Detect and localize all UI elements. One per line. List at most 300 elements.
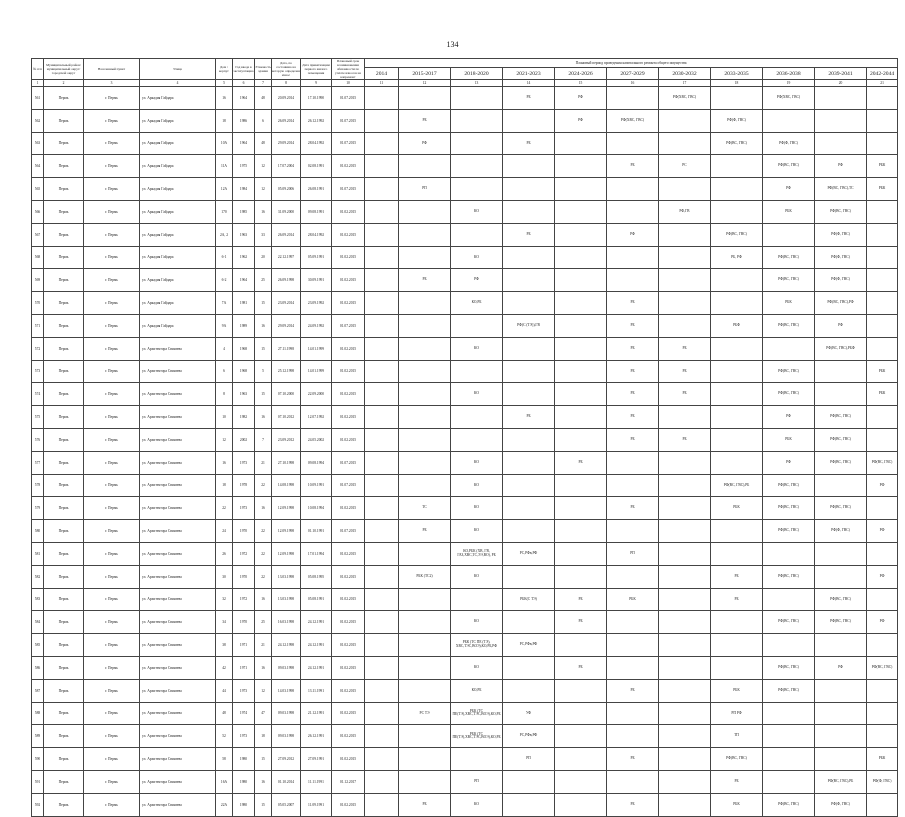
cell-period-work xyxy=(503,155,555,178)
cell-wear-date: 14.08.1998 xyxy=(272,474,301,497)
cell-house: 26 xyxy=(216,542,233,565)
cell-period-work: РФ xyxy=(555,87,607,110)
cell-privatization-date: 11.11.1991 xyxy=(301,770,332,793)
cell-period-work xyxy=(711,200,763,223)
cell-period-work: РБ xyxy=(503,87,555,110)
cell-period-work xyxy=(451,588,503,611)
cell-period-work: КО xyxy=(451,497,503,520)
cell-index: 561 xyxy=(32,87,44,110)
cell-period-work xyxy=(365,588,399,611)
cell-period-work xyxy=(711,451,763,474)
cell-period-work: РП xyxy=(607,542,659,565)
column-number: 13 xyxy=(451,80,503,87)
cell-period-work: РФ(ВС, ГВС),РБ xyxy=(711,474,763,497)
cell-period-work: РФ(ВС, ГВС) xyxy=(763,656,815,679)
cell-period-work: КО xyxy=(451,565,503,588)
cell-index: 582 xyxy=(32,565,44,588)
cell-period-work xyxy=(711,611,763,634)
cell-period-work xyxy=(659,656,711,679)
cell-year-built: 1980 xyxy=(233,748,255,771)
cell-period-work xyxy=(659,588,711,611)
cell-street: ул. Архитектора Свиязева xyxy=(140,770,216,793)
cell-period-work xyxy=(503,520,555,543)
cell-municipality: Пермь xyxy=(44,223,84,246)
cell-period-work xyxy=(711,292,763,315)
column-number: 2 xyxy=(44,80,84,87)
cell-floors: 15 xyxy=(255,748,272,771)
cell-planned-term: 01.02.2015 xyxy=(332,634,365,657)
cell-period-work: РФ(ВС, ГВС) xyxy=(763,520,815,543)
cell-house: 6 xyxy=(216,360,233,383)
cell-index: 568 xyxy=(32,246,44,269)
cell-planned-term: 01.02.2015 xyxy=(332,725,365,748)
cell-period-work: РФ(ВС, ГВС) xyxy=(815,451,867,474)
cell-period-work xyxy=(659,611,711,634)
cell-period-work: КО xyxy=(451,793,503,816)
cell-period-work: РБ xyxy=(607,314,659,337)
table-row xyxy=(32,406,898,429)
cell-index: 578 xyxy=(32,474,44,497)
cell-period-work xyxy=(659,269,711,292)
cell-privatization-date: 28.04.1992 xyxy=(301,132,332,155)
cell-municipality: Пермь xyxy=(44,702,84,725)
column-number: 5 xyxy=(216,80,233,87)
cell-period-work: РС,РФв,РФ xyxy=(503,725,555,748)
cell-period-work xyxy=(659,132,711,155)
cell-period-work xyxy=(659,223,711,246)
cell-floors: 16 xyxy=(255,588,272,611)
cell-period-work xyxy=(659,109,711,132)
cell-house: 10А xyxy=(216,132,233,155)
cell-period-work: РБ xyxy=(607,679,659,702)
cell-municipality: Пермь xyxy=(44,246,84,269)
cell-period-work xyxy=(365,383,399,406)
capital-repair-table xyxy=(31,58,898,817)
cell-period-work xyxy=(763,725,815,748)
cell-period-work xyxy=(399,770,451,793)
header-settlement: Населенный пункт xyxy=(84,59,140,80)
cell-period-work xyxy=(867,679,898,702)
cell-period-work: РФ(ВС, ГВС) xyxy=(763,269,815,292)
cell-period-work: РФ xyxy=(867,520,898,543)
cell-period-work: РФ xyxy=(867,565,898,588)
cell-period-work: РБ xyxy=(555,656,607,679)
cell-house: 18 xyxy=(216,109,233,132)
cell-period-work: РФ(ВС, ГВС) xyxy=(867,451,898,474)
cell-period-work xyxy=(711,634,763,657)
cell-period-work xyxy=(555,223,607,246)
cell-period-work xyxy=(503,565,555,588)
cell-planned-term: 01.07.2015 xyxy=(332,109,365,132)
cell-index: 570 xyxy=(32,292,44,315)
cell-house: 8 xyxy=(216,383,233,406)
cell-period-work xyxy=(399,679,451,702)
cell-period-work: РБК xyxy=(867,383,898,406)
cell-period-work xyxy=(365,109,399,132)
period-header: 2024-2026 xyxy=(555,68,607,80)
cell-period-work: РФ(Ф, ГВС) xyxy=(815,269,867,292)
cell-period-work xyxy=(555,793,607,816)
cell-period-work: РБК xyxy=(763,292,815,315)
cell-wear-date: 12.09.1998 xyxy=(272,497,301,520)
period-header: 2033-2035 xyxy=(711,68,763,80)
cell-street: ул. Архитектора Свиязева xyxy=(140,679,216,702)
cell-period-work: РБ xyxy=(607,360,659,383)
cell-period-work: РФ xyxy=(763,406,815,429)
cell-year-built: 1973 xyxy=(233,451,255,474)
cell-index: 571 xyxy=(32,314,44,337)
cell-wear-date: 23.09.2012 xyxy=(272,428,301,451)
cell-index: 573 xyxy=(32,360,44,383)
cell-period-work: РБК (ТС ПЕ(ТЭ),ХВС,ТЭС,ВОЭ),КО,РБ xyxy=(451,702,503,725)
cell-street: ул. Аркадия Гайдара xyxy=(140,246,216,269)
cell-period-work xyxy=(867,702,898,725)
cell-house: 6-2 xyxy=(216,269,233,292)
cell-wear-date: 22.12.1997 xyxy=(272,246,301,269)
cell-planned-term: 01.07.2015 xyxy=(332,451,365,474)
cell-privatization-date: 17.10.1990 xyxy=(301,87,332,110)
table-row xyxy=(32,793,898,816)
header-municipality: Муниципальный район/муниципальный округ/городской округ xyxy=(44,59,84,80)
table-row xyxy=(32,109,898,132)
cell-municipality: Пермь xyxy=(44,497,84,520)
cell-wear-date: 14.03.1998 xyxy=(272,679,301,702)
cell-period-work: УФ xyxy=(503,702,555,725)
table-row xyxy=(32,360,898,383)
cell-period-work xyxy=(365,542,399,565)
cell-period-work xyxy=(399,656,451,679)
cell-planned-term: 01.02.2015 xyxy=(332,702,365,725)
cell-period-work: РС,РФв,РФ xyxy=(503,542,555,565)
cell-street: ул. Аркадия Гайдара xyxy=(140,178,216,201)
cell-period-work: РБК(С ТЭ) xyxy=(503,588,555,611)
cell-floors: 21 xyxy=(255,634,272,657)
cell-period-work xyxy=(815,109,867,132)
header-street: Улица xyxy=(140,59,216,80)
cell-period-work xyxy=(867,588,898,611)
cell-privatization-date: 21.12.1991 xyxy=(301,702,332,725)
cell-period-work xyxy=(555,702,607,725)
cell-period-work xyxy=(365,520,399,543)
cell-floors: 5 xyxy=(255,360,272,383)
cell-period-work xyxy=(659,406,711,429)
cell-floors: 25 xyxy=(255,269,272,292)
cell-settlement: г. Пермь xyxy=(84,109,140,132)
table-row xyxy=(32,497,898,520)
cell-period-work xyxy=(365,428,399,451)
cell-municipality: Пермь xyxy=(44,542,84,565)
cell-planned-term: 01.02.2015 xyxy=(332,793,365,816)
cell-privatization-date: 24.12.1991 xyxy=(301,634,332,657)
cell-year-built: 1973 xyxy=(233,497,255,520)
cell-period-work: РБ xyxy=(399,520,451,543)
cell-municipality: Пермь xyxy=(44,132,84,155)
cell-floors: 15 xyxy=(255,793,272,816)
cell-settlement: г. Пермь xyxy=(84,155,140,178)
period-header: 2018-2020 xyxy=(451,68,503,80)
cell-period-work: РП xyxy=(451,770,503,793)
cell-municipality: Пермь xyxy=(44,451,84,474)
cell-period-work xyxy=(607,656,659,679)
table-row xyxy=(32,565,898,588)
cell-street: ул. Аркадия Гайдара xyxy=(140,132,216,155)
cell-period-work xyxy=(555,520,607,543)
table-row xyxy=(32,200,898,223)
cell-period-work: РБ xyxy=(607,337,659,360)
cell-municipality: Пермь xyxy=(44,269,84,292)
cell-period-work: РФ(ВС, ГВС) xyxy=(763,611,815,634)
cell-house: 42 xyxy=(216,656,233,679)
cell-period-work xyxy=(607,634,659,657)
cell-period-work: РФ(ХВС, ГВС) xyxy=(659,87,711,110)
cell-floors: 16 xyxy=(255,497,272,520)
cell-wear-date: 25.12.1998 xyxy=(272,360,301,383)
cell-index: 587 xyxy=(32,679,44,702)
cell-period-work: РФ(ВС, ГВС) xyxy=(763,383,815,406)
cell-period-work xyxy=(867,200,898,223)
cell-period-work: РФ(ВС, ГВС) xyxy=(815,611,867,634)
cell-privatization-date: 26.08.1991 xyxy=(301,178,332,201)
cell-period-work xyxy=(399,406,451,429)
cell-period-work: РБ xyxy=(607,497,659,520)
cell-index: 579 xyxy=(32,497,44,520)
cell-period-work xyxy=(607,611,659,634)
cell-municipality: Пермь xyxy=(44,770,84,793)
cell-index: 574 xyxy=(32,383,44,406)
cell-period-work xyxy=(867,246,898,269)
cell-period-work: РБ xyxy=(607,406,659,429)
cell-period-work xyxy=(503,109,555,132)
cell-period-work: РФ(ВС, ГВС) xyxy=(763,360,815,383)
cell-index: 567 xyxy=(32,223,44,246)
cell-period-work: РБ xyxy=(659,360,711,383)
cell-period-work xyxy=(867,793,898,816)
cell-period-work: РФ(ВС, ГВС) xyxy=(763,155,815,178)
cell-period-work xyxy=(763,223,815,246)
cell-period-work: КО xyxy=(451,474,503,497)
cell-period-work: РБК xyxy=(867,360,898,383)
cell-house: 6-1 xyxy=(216,246,233,269)
cell-planned-term: 01.02.2015 xyxy=(332,656,365,679)
cell-floors: 48 xyxy=(255,87,272,110)
cell-period-work: РБК (ТС ПЕ (ТЭ), ХВС,ТЭС,ВОЭ),КО,РБ,РФ xyxy=(451,634,503,657)
cell-index: 586 xyxy=(32,656,44,679)
table-row xyxy=(32,520,898,543)
cell-street: ул. Архитектора Свиязева xyxy=(140,656,216,679)
cell-index: 569 xyxy=(32,269,44,292)
cell-house: 52 xyxy=(216,725,233,748)
cell-street: ул. Архитектора Свиязева xyxy=(140,497,216,520)
cell-year-built: 1968 xyxy=(233,360,255,383)
cell-period-work xyxy=(399,748,451,771)
cell-municipality: Пермь xyxy=(44,200,84,223)
cell-period-work: РБ xyxy=(659,383,711,406)
cell-year-built: 1973 xyxy=(233,725,255,748)
cell-period-work xyxy=(399,292,451,315)
cell-period-work xyxy=(555,314,607,337)
table-row xyxy=(32,383,898,406)
cell-period-work xyxy=(451,109,503,132)
cell-period-work xyxy=(659,748,711,771)
cell-period-work: КО xyxy=(451,611,503,634)
cell-period-work xyxy=(555,634,607,657)
cell-period-work xyxy=(365,702,399,725)
cell-period-work xyxy=(503,451,555,474)
cell-period-work xyxy=(659,314,711,337)
cell-street: ул. Архитектора Свиязева xyxy=(140,634,216,657)
table-row xyxy=(32,725,898,748)
cell-floors: 7 xyxy=(255,428,272,451)
cell-index: 577 xyxy=(32,451,44,474)
cell-period-work: РБ xyxy=(711,565,763,588)
cell-period-work xyxy=(659,542,711,565)
cell-period-work: РБ xyxy=(607,292,659,315)
cell-year-built: 1974 xyxy=(233,702,255,725)
cell-period-work xyxy=(399,246,451,269)
cell-period-work xyxy=(711,542,763,565)
cell-settlement: г. Пермь xyxy=(84,314,140,337)
cell-municipality: Пермь xyxy=(44,793,84,816)
cell-wear-date: 23.09.2014 xyxy=(272,292,301,315)
cell-period-work xyxy=(607,565,659,588)
cell-period-work xyxy=(365,725,399,748)
cell-planned-term: 01.02.2015 xyxy=(332,337,365,360)
cell-wear-date: 12.09.1998 xyxy=(272,520,301,543)
cell-period-work: РФ(ВС, ГВС),РБ xyxy=(815,770,867,793)
cell-year-built: 1980 xyxy=(233,793,255,816)
cell-index: 591 xyxy=(32,770,44,793)
cell-period-work: РБ xyxy=(607,793,659,816)
cell-period-work xyxy=(451,314,503,337)
table-row xyxy=(32,178,898,201)
cell-period-work xyxy=(867,406,898,429)
cell-house: 16 xyxy=(216,87,233,110)
cell-period-work: РФ xyxy=(399,132,451,155)
cell-period-work xyxy=(815,748,867,771)
column-number: 17 xyxy=(659,80,711,87)
cell-floors: 22 xyxy=(255,542,272,565)
cell-period-work xyxy=(815,383,867,406)
cell-period-work xyxy=(365,451,399,474)
header-year-built: Год ввода в эксплуатацию xyxy=(233,59,255,80)
cell-period-work: КО xyxy=(451,200,503,223)
period-header: 2042-2044 xyxy=(867,68,898,80)
cell-period-work xyxy=(555,383,607,406)
cell-planned-term: 01.02.2015 xyxy=(332,588,365,611)
cell-period-work xyxy=(867,223,898,246)
cell-wear-date: 27.10.1998 xyxy=(272,451,301,474)
cell-period-work xyxy=(711,269,763,292)
table-row xyxy=(32,223,898,246)
cell-wear-date: 24.12.1998 xyxy=(272,634,301,657)
column-number: 6 xyxy=(233,80,255,87)
cell-period-work xyxy=(607,451,659,474)
cell-year-built: 1964 xyxy=(233,269,255,292)
cell-period-work xyxy=(867,542,898,565)
cell-index: 581 xyxy=(32,542,44,565)
cell-floors: 25 xyxy=(255,611,272,634)
cell-period-work xyxy=(555,770,607,793)
table-row xyxy=(32,269,898,292)
cell-wear-date: 29.09.2014 xyxy=(272,132,301,155)
cell-wear-date: 27.09.2012 xyxy=(272,748,301,771)
cell-period-work: РФ(ВС, ГВС) xyxy=(815,200,867,223)
cell-period-work xyxy=(555,155,607,178)
cell-period-work xyxy=(815,725,867,748)
cell-period-work: РФ(Ф, ГВС) xyxy=(815,520,867,543)
cell-period-work xyxy=(503,246,555,269)
cell-period-work: РФ(Ф, ГВС) xyxy=(815,793,867,816)
cell-period-work xyxy=(365,200,399,223)
cell-period-work: РФ xyxy=(451,269,503,292)
cell-period-work xyxy=(763,542,815,565)
cell-period-work xyxy=(659,520,711,543)
cell-index: 583 xyxy=(32,588,44,611)
cell-privatization-date: 27.09.1991 xyxy=(301,748,332,771)
cell-house: 30 xyxy=(216,565,233,588)
cell-period-work xyxy=(815,634,867,657)
cell-year-built: 1972 xyxy=(233,588,255,611)
column-number: 20 xyxy=(815,80,867,87)
cell-period-work xyxy=(867,292,898,315)
cell-year-built: 1986 xyxy=(233,109,255,132)
cell-year-built: 1964 xyxy=(233,132,255,155)
table-row xyxy=(32,770,898,793)
cell-period-work: РФ(ВС, ГВС) xyxy=(815,588,867,611)
cell-period-work xyxy=(399,223,451,246)
cell-index: 590 xyxy=(32,748,44,771)
cell-period-work xyxy=(555,132,607,155)
cell-wear-date: 26.09.1998 xyxy=(272,269,301,292)
cell-period-work: КО xyxy=(451,520,503,543)
cell-period-work: РФ xyxy=(867,611,898,634)
cell-floors: 16 xyxy=(255,656,272,679)
table-row xyxy=(32,132,898,155)
cell-street: ул. Архитектора Свиязева xyxy=(140,793,216,816)
cell-street: ул. Архитектора Свиязева xyxy=(140,725,216,748)
cell-period-work: РБК xyxy=(711,497,763,520)
cell-planned-term: 01.07.2015 xyxy=(332,87,365,110)
cell-period-work xyxy=(399,200,451,223)
cell-period-work: РБ xyxy=(659,428,711,451)
cell-period-work: РФ(ВС, ГВС) xyxy=(711,748,763,771)
cell-privatization-date: 05.08.1995 xyxy=(301,565,332,588)
cell-year-built: 1989 xyxy=(233,314,255,337)
cell-privatization-date: 10.08.1994 xyxy=(301,497,332,520)
cell-settlement: г. Пермь xyxy=(84,634,140,657)
cell-period-work xyxy=(365,497,399,520)
page-number: 134 xyxy=(446,40,459,49)
cell-house: 12А xyxy=(216,178,233,201)
cell-index: 576 xyxy=(32,428,44,451)
period-header: 2039-2041 xyxy=(815,68,867,80)
cell-house: 12 xyxy=(216,428,233,451)
cell-period-work xyxy=(607,702,659,725)
cell-index: 563 xyxy=(32,132,44,155)
cell-settlement: г. Пермь xyxy=(84,770,140,793)
cell-year-built: 1968 xyxy=(233,337,255,360)
cell-period-work xyxy=(365,155,399,178)
cell-municipality: Пермь xyxy=(44,109,84,132)
cell-period-work xyxy=(815,360,867,383)
cell-period-work xyxy=(867,497,898,520)
cell-period-work xyxy=(659,474,711,497)
cell-period-work xyxy=(763,770,815,793)
cell-period-work xyxy=(451,178,503,201)
cell-period-work xyxy=(503,656,555,679)
cell-house: 16 xyxy=(216,451,233,474)
cell-period-work: РФ(ВС, ГВС) xyxy=(711,223,763,246)
